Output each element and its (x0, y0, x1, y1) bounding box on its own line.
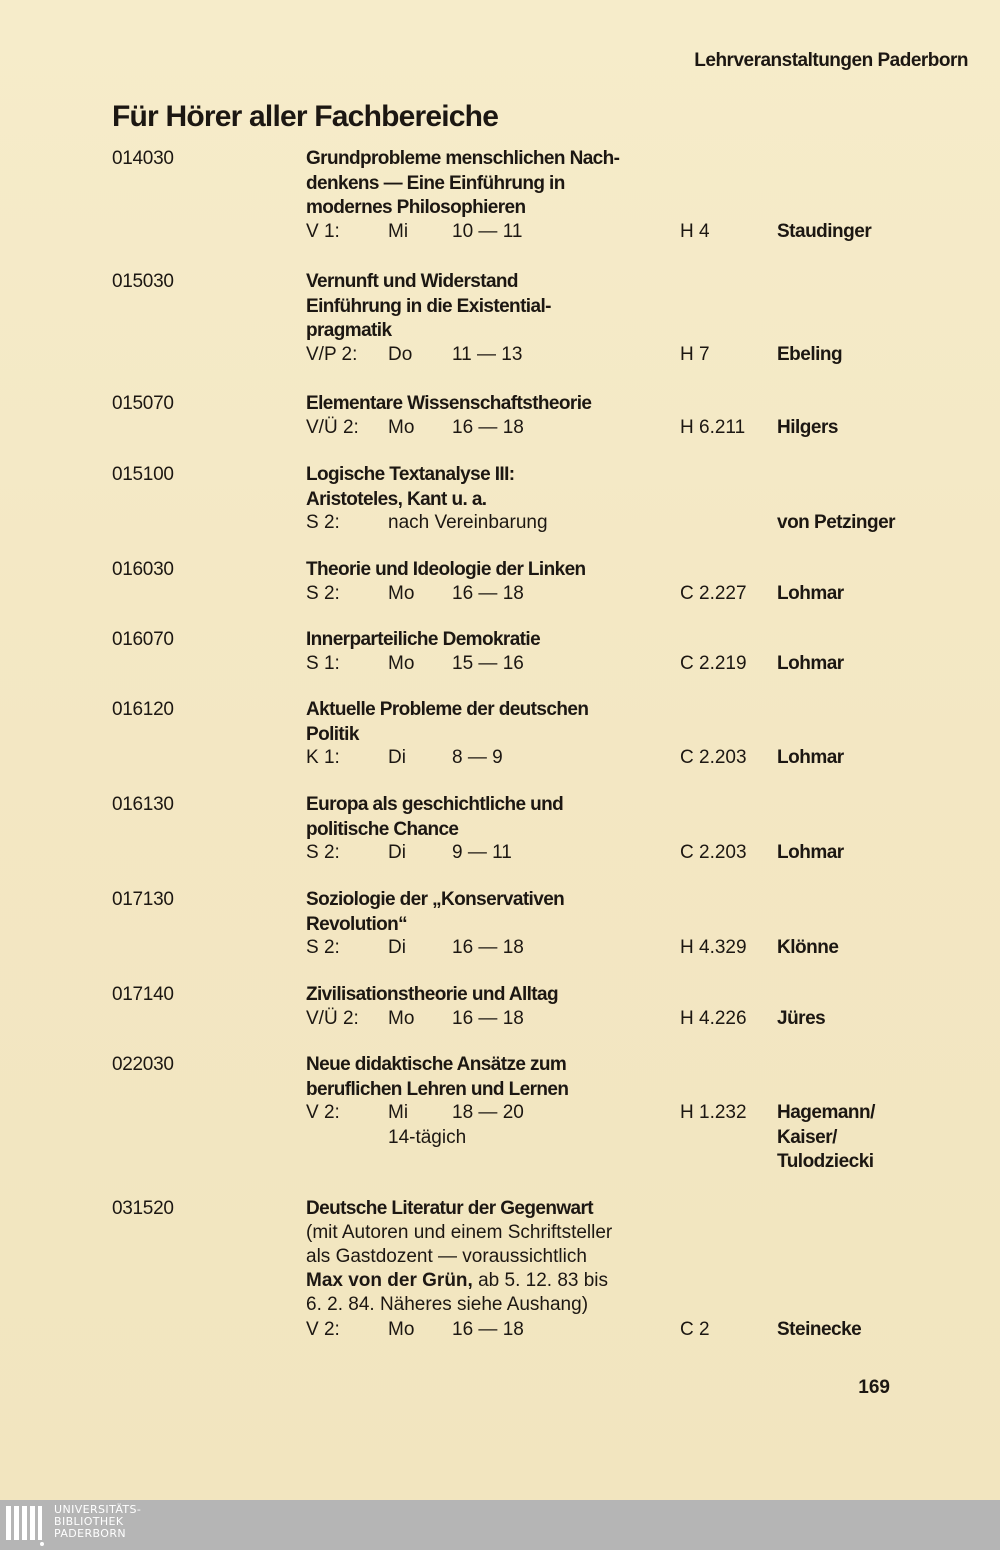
course-day: Mo (388, 653, 415, 674)
course-title: Aktuelle Probleme der deutschen Politik (306, 699, 589, 745)
course-number: 022030 (112, 1054, 174, 1075)
course-lecturer: von Petzinger (777, 512, 896, 533)
library-name-line: BIBLIOTHEK (54, 1515, 124, 1528)
course-type: S 2: (306, 512, 340, 533)
course-room: H 1.232 (680, 1102, 747, 1123)
course-lecturer: Klönne (777, 937, 839, 958)
course-title: Elementare Wissenschaftstheorie (306, 393, 592, 414)
course-schedule (306, 1007, 966, 1032)
course-number: 014030 (112, 148, 174, 169)
course-day: Mo (388, 1319, 415, 1340)
course-number: 017130 (112, 889, 174, 910)
course-day: Di (388, 747, 406, 768)
course-day: Mo (388, 1008, 415, 1029)
course-lecturer: Lohmar (777, 653, 844, 674)
course-description-line (306, 1269, 686, 1294)
course-type: S 1: (306, 653, 340, 674)
course-lecturer: Lohmar (777, 747, 844, 768)
course-room: C 2.203 (680, 842, 747, 863)
library-name-line: UNIVERSITÄTS- (54, 1503, 142, 1516)
course-schedule (306, 416, 966, 441)
course-schedule (306, 1318, 966, 1343)
course-number: 015100 (112, 464, 174, 485)
course-schedule-extra (306, 1126, 966, 1151)
course-lecturer: Steinecke (777, 1319, 862, 1340)
course-number: 017140 (112, 984, 174, 1005)
course-schedule (306, 746, 966, 771)
course-type: V/P 2: (306, 344, 358, 365)
course-title: Deutsche Literatur der Gegenwart (306, 1198, 593, 1219)
course-schedule (306, 841, 966, 866)
course-room: C 2.203 (680, 747, 747, 768)
course-day: Do (388, 344, 413, 365)
course-description-line: 6. 2. 84. Näheres siehe Aushang) (306, 1294, 589, 1315)
running-header: Lehrveranstaltungen Paderborn (694, 50, 968, 71)
course-room: H 4 (680, 221, 710, 242)
course-lecturer: Lohmar (777, 583, 844, 604)
course-time: 16 — 18 (452, 1319, 524, 1340)
course-title: Logische Textanalyse III: Aristoteles, Kant u. a. (306, 464, 515, 510)
course-day: Mo (388, 583, 415, 604)
course-room: H 6.211 (680, 417, 746, 438)
library-name (54, 1504, 141, 1540)
course-time: 16 — 18 (452, 1008, 524, 1029)
course-title: Neue didaktische Ansätze zum beruflichen Lehren und Lernen (306, 1054, 569, 1100)
course-day: Di (388, 937, 406, 958)
course-type: V 1: (306, 221, 340, 242)
course-time: 16 — 18 (452, 417, 524, 438)
course-schedule (306, 220, 966, 245)
course-day: Mi (388, 1102, 409, 1123)
course-room: H 7 (680, 344, 710, 365)
course-description-text: ab 5. 12. 83 bis (472, 1270, 609, 1291)
course-lecturer: Jüres (777, 1008, 826, 1029)
course-title: Europa als geschichtliche und politische Chance (306, 794, 564, 840)
course-schedule (306, 511, 966, 536)
course-type: S 2: (306, 937, 340, 958)
course-title: Soziologie der „Konservativen Revolution“ (306, 889, 565, 935)
course-time: 18 — 20 (452, 1102, 524, 1123)
course-schedule (306, 343, 966, 368)
course-time: 15 — 16 (452, 653, 524, 674)
course-lecturer: Ebeling (777, 344, 843, 365)
library-footer (0, 1500, 1000, 1550)
course-frequency: 14-tägich (388, 1127, 467, 1148)
course-number: 016030 (112, 559, 174, 580)
course-lecturer: Lohmar (777, 842, 844, 863)
course-number: 016130 (112, 794, 174, 815)
library-logo-icon (4, 1504, 44, 1546)
course-description-line: als Gastdozent — voraussichtlich (306, 1246, 587, 1267)
course-type: V 2: (306, 1102, 340, 1123)
course-description-line: (mit Autoren und einem Schriftsteller (306, 1222, 613, 1243)
course-type: K 1: (306, 747, 340, 768)
course-schedule (306, 652, 966, 677)
page-number: 169 (858, 1377, 890, 1398)
course-lecturer: Hagemann/ Kaiser/ Tulodziecki (777, 1102, 875, 1172)
course-number: 016070 (112, 629, 174, 650)
course-lecturer: Hilgers (777, 417, 838, 438)
course-number: 031520 (112, 1198, 174, 1219)
section-title: Für Hörer aller Fachbereiche (112, 100, 499, 133)
course-room: C 2.219 (680, 653, 747, 674)
course-schedule (306, 936, 966, 961)
course-day: Mo (388, 417, 415, 438)
course-schedule (306, 582, 966, 607)
course-room: H 4.329 (680, 937, 747, 958)
course-time: 16 — 18 (452, 937, 524, 958)
course-title: Vernunft und Widerstand Einführung in die Existential- pragmatik (306, 271, 551, 341)
course-lecturer: Staudinger (777, 221, 872, 242)
course-room: C 2.227 (680, 583, 747, 604)
course-time: 16 — 18 (452, 583, 524, 604)
course-number: 016120 (112, 699, 174, 720)
course-day: Mi (388, 221, 409, 242)
library-name-line: PADERBORN (54, 1527, 127, 1540)
course-type: S 2: (306, 583, 340, 604)
course-type: V/Ü 2: (306, 1008, 359, 1029)
course-number: 015070 (112, 393, 174, 414)
course-title: Innerparteiliche Demokratie (306, 629, 541, 650)
course-type: V/Ü 2: (306, 417, 359, 438)
course-title: Theorie und Ideologie der Linken (306, 559, 586, 580)
course-room: C 2 (680, 1319, 710, 1340)
course-time: 8 — 9 (452, 747, 503, 768)
course-type: V 2: (306, 1319, 340, 1340)
course-room: H 4.226 (680, 1008, 747, 1029)
course-title: Zivilisationstheorie und Alltag (306, 984, 559, 1005)
course-note: nach Vereinbarung (388, 512, 548, 533)
course-time: 9 — 11 (452, 842, 512, 863)
course-title: Grundprobleme menschlichen Nach- denkens — Eine Einführung in modernes Philosophieren (306, 148, 620, 218)
course-type: S 2: (306, 842, 340, 863)
course-time: 10 — 11 (452, 221, 523, 242)
guest-author-name: Max von der Grün, (306, 1270, 473, 1291)
course-day: Di (388, 842, 406, 863)
course-number: 015030 (112, 271, 174, 292)
course-time: 11 — 13 (452, 344, 523, 365)
